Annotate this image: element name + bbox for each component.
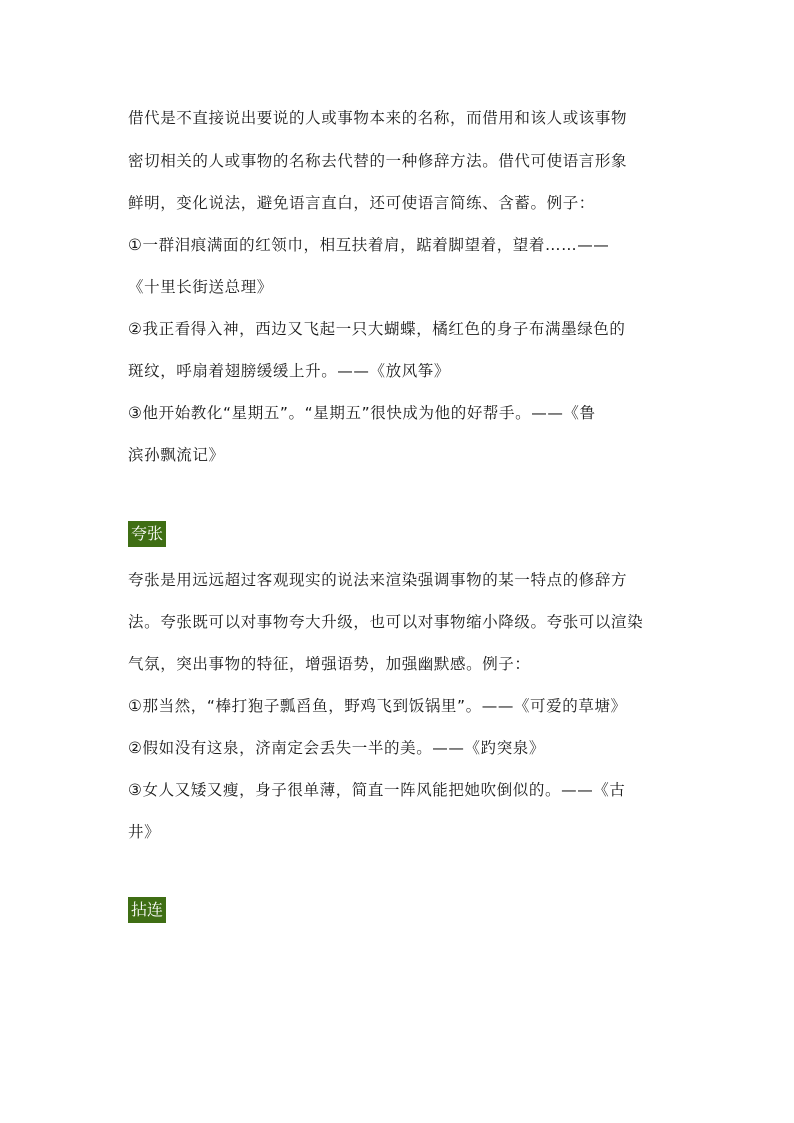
section-heading-kuazhang: 夸张: [128, 521, 166, 547]
example-line: ②我正看得入神，西边又飞起一只大蝴蝶，橘红色的身子布满墨绿色的: [128, 320, 626, 338]
example-line: ①那当然，“棒打狍子瓢舀鱼，野鸡飞到饭锅里”。——《可爱的草塘》: [128, 697, 627, 715]
paragraph-line: 借代是不直接说出要说的人或事物本来的名称，而借用和该人或该事物: [128, 109, 628, 127]
paragraph-line: 法。夸张既可以对事物夸大升级，也可以对事物缩小降级。夸张可以渲染: [128, 613, 644, 631]
example-line: ③他开始教化“星期五”。“星期五”很快成为他的好帮手。——《鲁: [128, 404, 596, 422]
paragraph-line: 夸张是用远远超过客观现实的说法来渲染强调事物的某一特点的修辞方: [128, 571, 628, 589]
example-line: ①一群泪痕满面的红领巾，相互扶着肩，踮着脚望着，望着……——: [128, 236, 610, 254]
section-heading-zhanlian: 拈连: [128, 897, 166, 923]
paragraph-line: 鲜明，变化说法，避免语言直白，还可使语言简练、含蓄。例子：: [128, 194, 595, 212]
example-line: 《十里长街送总理》: [128, 278, 273, 296]
paragraph-line: 密切相关的人或事物的名称去代替的一种修辞方法。借代可使语言形象: [128, 152, 628, 170]
paragraph-line: 气氛，突出事物的特征，增强语势，加强幽默感。例子：: [128, 655, 531, 673]
example-line: 斑纹，呼扇着翅膀缓缓上升。——《放风筝》: [128, 362, 451, 380]
example-line: 井》: [128, 823, 161, 841]
example-line: ③女人又矮又瘦，身子很单薄，简直一阵风能把她吹倒似的。——《古: [128, 781, 626, 799]
example-line: 滨孙飘流记》: [128, 446, 225, 464]
example-line: ②假如没有这泉，济南定会丢失一半的美。——《趵突泉》: [128, 739, 545, 757]
